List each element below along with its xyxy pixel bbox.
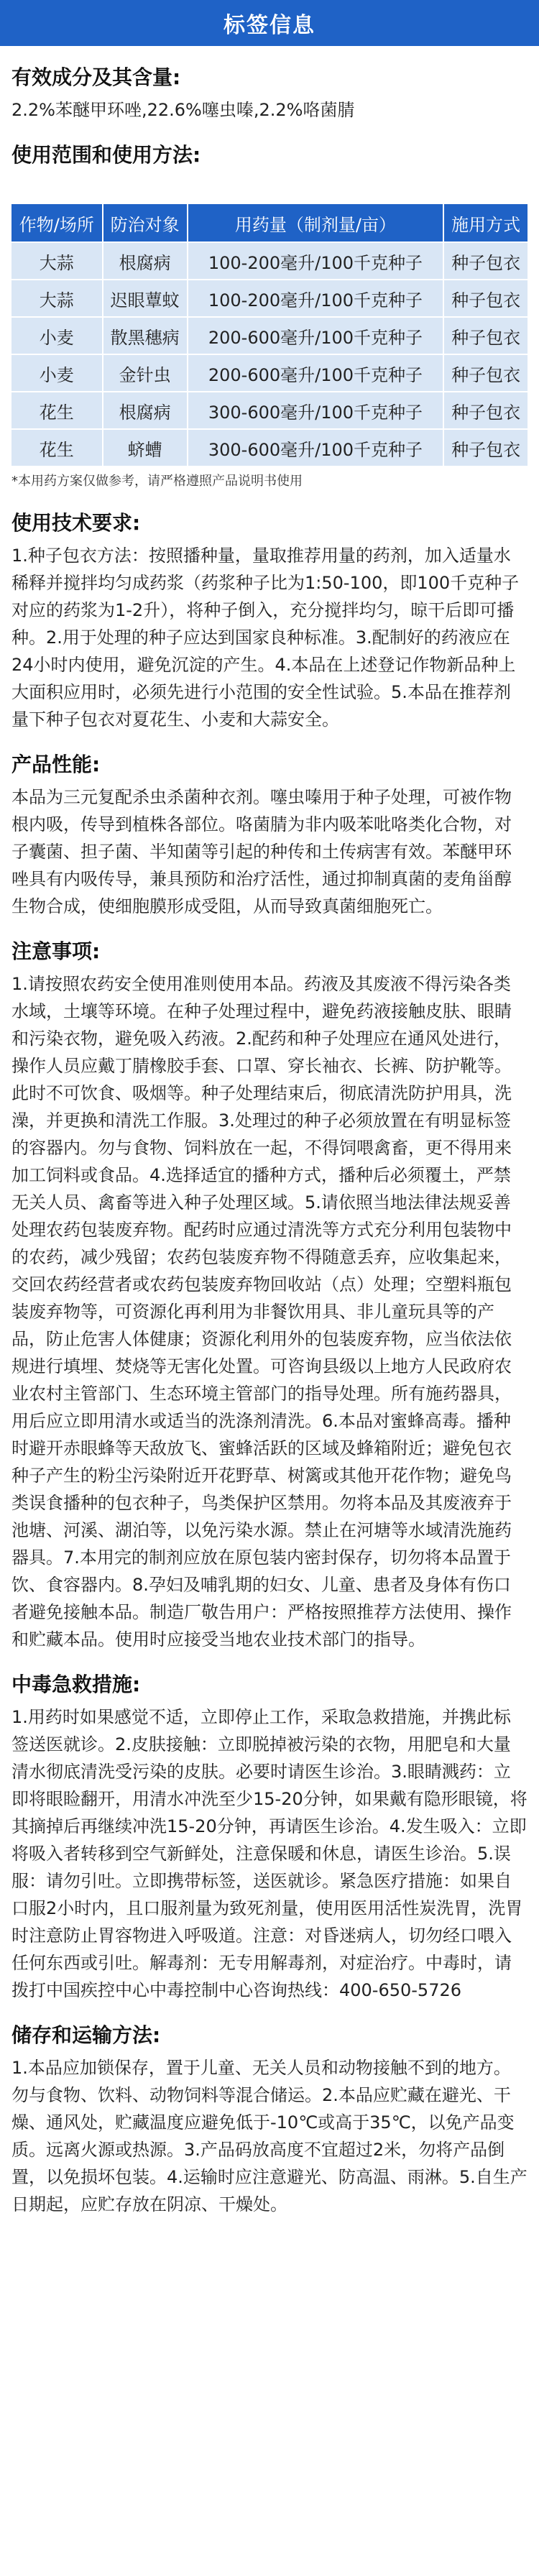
storage-text: 1.本品应加锁保存，置于儿童、无关人员和动物接触不到的地方。勿与食物、饮料、动物饲料等混合储运。2.本品应贮藏在避光、干燥、通风处，贮藏温度应避免低于-10℃或高于35℃，以免产品变质。远离火源或热源。3.产品码放高度不宜超过2米，勿将产品倒置，以免损坏包装。4.运输时应注意避光、防高温、雨淋。5.自生产日期起，应贮存放在阴凉、干燥处。	[11, 2058, 528, 2214]
crop-cell: 小麦	[11, 354, 103, 391]
column-header: 施用方式	[444, 204, 528, 242]
crop-cell: 大蒜	[11, 279, 103, 316]
table-row	[11, 391, 528, 428]
ingredients-text: 2.2%苯醚甲环唑,22.6%噻虫嗪,2.2%咯菌腈	[11, 100, 355, 120]
dosage-cell: 300-600毫升/100千克种子	[188, 391, 445, 428]
table-row	[11, 316, 528, 354]
usage-section	[0, 139, 539, 492]
method-cell: 种子包衣	[444, 279, 528, 316]
method-cell: 种子包衣	[444, 354, 528, 391]
footer-spacer	[0, 2218, 539, 2240]
dosage-cell: 100-200毫升/100千克种子	[188, 242, 445, 279]
target-cell: 蛴螬	[103, 428, 188, 466]
dosage-cell: 200-600毫升/100千克种子	[188, 316, 445, 354]
precautions-text: 1.请按照农药安全使用准则使用本品。药液及其废液不得污染各类水域，土壤等环境。在种子处理过程中，避免药液接触皮肤、眼睛和污染衣物，避免吸入药液。2.配药和种子处理应在通风处进行，操作人员应戴丁腈橡胶手套、口罩、穿长袖衣、长裤、防护靴等。此时不可饮食、吸烟等。种子处理结束后，彻底清洗防护用具，洗澡，并更换和清洗工作服。3.处理过的种子必须放置在有明显标签的容器内。勿与食物、饲料放在一起，不得饲喂禽畜，更不得用来加工饲料或食品。4.选择适宜的播种方式，播种后必须覆土，严禁无关人员、禽畜等进入种子处理区域。5.请依照当地法律法规妥善处理农药包装废弃物。配药时应通过清洗等方式充分利用包装物中的农药，减少残留；农药包装废弃物不得随意丢弃，应收集起来，交回农药经营者或农药包装废弃物回收站（点）处理；空塑料瓶包装废弃物等，可资源化再利用为非餐饮用具、非儿童玩具等的产品，防止危害人体健康；资源化利用外的包装废弃物，应当依法依规进行填埋、焚烧等无害化处置。可咨询县级以上地方人民政府农业农村主管部门、生态环境主管部门的指导处理。所有施药器具，用后应立即用清水或适当的洗涤剂清洗。6.本品对蜜蜂高毒。播种时避开赤眼蜂等天敌放飞、蜜蜂活跃的区域及蜂箱附近；避免包衣种子产生的粉尘污染附近开花野草、树篱或其他开花作物；避免鸟类误食播种的包衣种子，鸟类保护区禁用。勿将本品及其废液弃于池塘、河溪、湖泊等，以免污染水源。禁止在河塘等水域清洗施药器具。7.本用完的制剂应放在原包装内密封保存，切勿将本品置于饮、食容器内。8.孕妇及哺乳期的妇女、儿童、患者及身体有伤口者避免接触本品。制造厂敬告用户：严格按照推荐方法使用、操作和贮藏本品。使用时应接受当地农业技术部门的指导。	[11, 974, 512, 1650]
dosage-cell: 200-600毫升/100千克种子	[188, 354, 445, 391]
method-cell: 种子包衣	[444, 428, 528, 466]
dosage-cell: 300-600毫升/100千克种子	[188, 428, 445, 466]
table-row	[11, 242, 528, 279]
technique-title: 使用技术要求:	[11, 511, 141, 535]
target-cell: 金针虫	[103, 354, 188, 391]
target-cell: 根腐病	[103, 242, 188, 279]
crop-cell: 花生	[11, 391, 103, 428]
firstaid-text: 1.用药时如果感觉不适，立即停止工作，采取急救措施，并携此标签送医就诊。2.皮肤接触：立即脱掉被污染的衣物，用肥皂和大量清水彻底清洗受污染的皮肤。必要时请医生诊治。3.眼睛溅药：立即将眼睑翻开，用清水冲洗至少15-20分钟，如果戴有隐形眼镜，将其摘掉后再继续冲洗15-20分钟，再请医生诊治。4.发生吸入：立即将吸入者转移到空气新鲜处，注意保暖和休息，请医生诊治。5.误服：请勿引吐。立即携带标签，送医就诊。紧急医疗措施：如果自口服2小时内，且口服剂量为致死剂量，使用医用活性炭洗胃，洗胃时注意防止胃容物进入呼吸道。注意：对昏迷病人，切勿经口喂入任何东西或引吐。解毒剂：无专用解毒剂，对症治疗。中毒时，请拨打中国疾控中心中毒控制中心咨询热线：400-650-5726	[11, 1707, 528, 2000]
page-title: 标签信息	[224, 13, 315, 38]
crop-cell: 花生	[11, 428, 103, 466]
usage-note: *本用药方案仅做参考，请严格遵照产品说明书使用	[11, 474, 303, 489]
crop-cell: 大蒜	[11, 242, 103, 279]
technique-section	[0, 507, 539, 733]
firstaid-title: 中毒急救措施:	[11, 1673, 141, 1696]
column-header: 作物/场所	[11, 204, 103, 242]
usage-title: 使用范围和使用方法:	[11, 143, 201, 167]
usage-table-header	[11, 204, 528, 242]
ingredients-section	[0, 62, 539, 124]
precautions-title: 注意事项:	[11, 939, 101, 963]
method-cell: 种子包衣	[444, 242, 528, 279]
table-row	[11, 428, 528, 466]
firstaid-section	[0, 1669, 539, 2004]
performance-title: 产品性能:	[11, 753, 101, 776]
storage-title: 储存和运输方法:	[11, 2023, 161, 2047]
ingredients-title: 有效成分及其含量:	[11, 65, 181, 89]
method-cell: 种子包衣	[444, 316, 528, 354]
table-row	[11, 354, 528, 391]
column-header: 防治对象	[103, 204, 188, 242]
dosage-cell: 100-200毫升/100千克种子	[188, 279, 445, 316]
target-cell: 迟眼蕈蚊	[103, 279, 188, 316]
crop-cell: 小麦	[11, 316, 103, 354]
page-header	[0, 0, 539, 46]
storage-section	[0, 2020, 539, 2218]
target-cell: 根腐病	[103, 391, 188, 428]
table-row	[11, 279, 528, 316]
technique-text: 1.种子包衣方法：按照播种量，量取推荐用量的药剂，加入适量水稀释并搅拌均匀成药浆（药浆种子比为1:50-100，即100千克种子对应的药浆为1-2升），将种子倒入，充分搅拌均匀，晾干后即可播种。2.用于处理的种子应达到国家良种标准。3.配制好的药液应在24小时内使用，避免沉淀的产生。4.本品在上述登记作物新品种上大面积应用时，必须先进行小范围的安全性试验。5.本品在推荐剂量下种子包衣对夏花生、小麦和大蒜安全。	[11, 546, 520, 730]
method-cell: 种子包衣	[444, 391, 528, 428]
performance-section	[0, 749, 539, 920]
usage-table	[11, 204, 528, 466]
target-cell: 散黑穗病	[103, 316, 188, 354]
performance-text: 本品为三元复配杀虫杀菌种衣剂。噻虫嗪用于种子处理，可被作物根内吸，传导到植株各部位。咯菌腈为非内吸苯吡咯类化合物，对子囊菌、担子菌、半知菌等引起的种传和土传病害有效。苯醚甲环唑具有内吸传导，兼具预防和治疗活性，通过抑制真菌的麦角甾醇生物合成，使细胞膜形成受阻，从而导致真菌细胞死亡。	[11, 787, 512, 916]
column-header: 用药量（制剂量/亩）	[188, 204, 445, 242]
precautions-section	[0, 936, 539, 1653]
